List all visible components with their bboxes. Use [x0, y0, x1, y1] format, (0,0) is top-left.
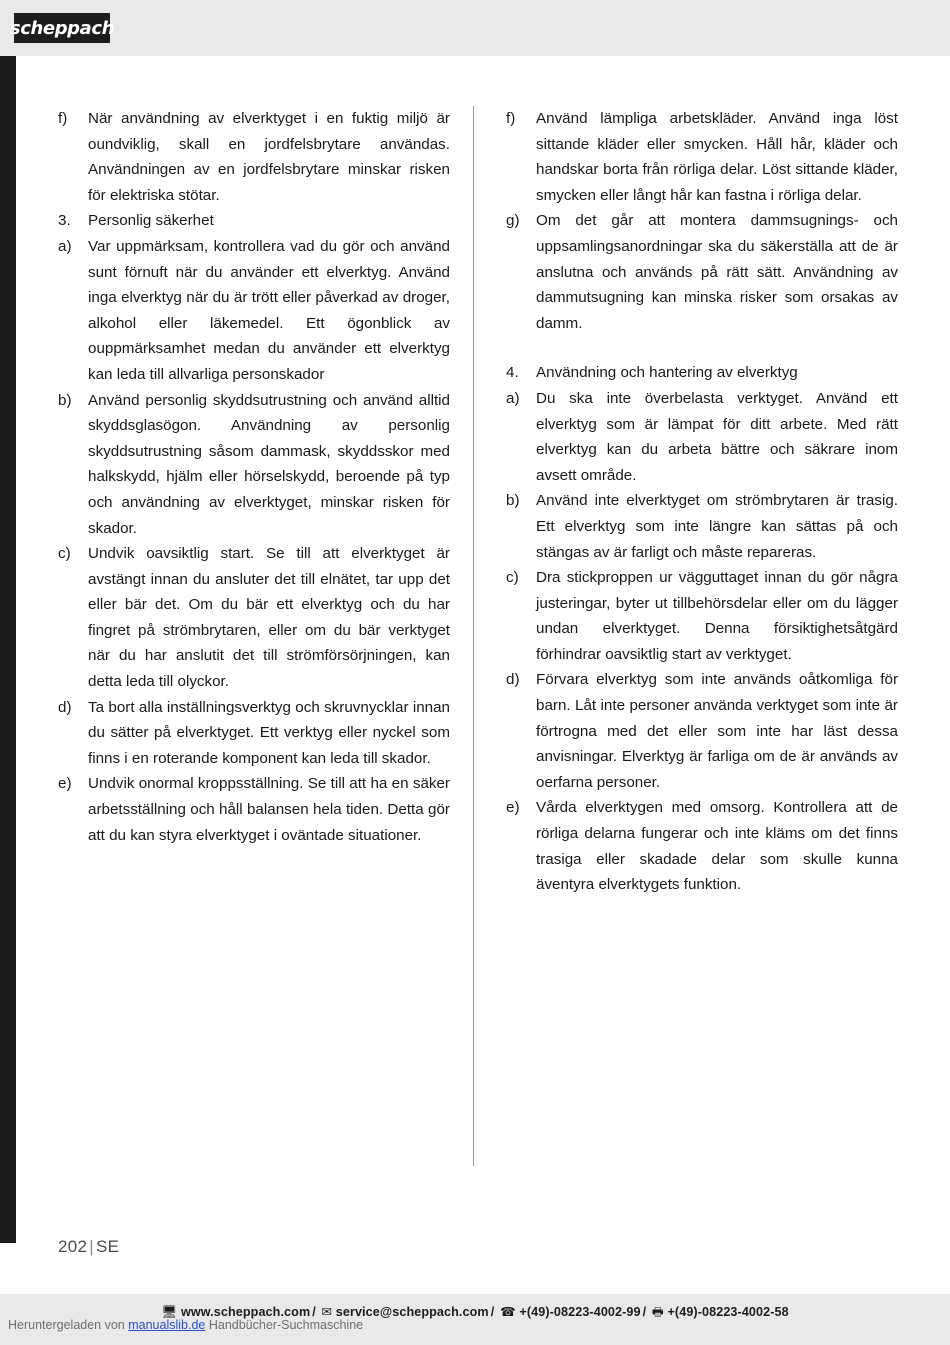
list-item: [58, 234, 450, 388]
list-item: [58, 388, 450, 542]
list-marker: b): [506, 492, 520, 510]
list-marker: e): [58, 775, 72, 793]
download-watermark: [8, 1318, 363, 1332]
list-item: [506, 208, 898, 336]
list-marker: c): [58, 545, 71, 563]
list-marker: a): [506, 389, 520, 407]
list-text: Du ska inte överbelasta verktyget. Använd ett elverktyg som är lämpat för ditt arbete. Med rätt elverktyg kan du arbeta bättre och säkrare inom avsett område.: [536, 389, 898, 484]
list-text: Använd lämpliga arbetskläder. Använd inga löst sittande kläder eller smycken. Håll hår, kläder och handskar borta från rörliga delar. Löst sittande kläder, smycken eller långt hår kan fastna i rörliga delar.: [536, 110, 898, 204]
list-text: Använd personlig skyddsutrustning och använd alltid skyddsglasögon. Användning av personlig skyddsutrustning såsom dammask, skyddsskor med halkskydd, hjälm eller hörselskydd, beroende på typ och användning av elverktyget, minskar risken för skador.: [88, 391, 450, 537]
heading-text: Personlig säkerhet: [88, 212, 214, 230]
list-item: [506, 795, 898, 897]
list-item: [58, 771, 450, 848]
list-marker: a): [58, 237, 72, 255]
list-marker: d): [506, 671, 520, 689]
list-text: Vårda elverktygen med omsorg. Kontrollera att de rörliga delarna fungerar och inte kläms om det finns trasiga eller skadade delar som skulle kunna äventyra elverktygets funktion.: [536, 799, 898, 894]
list-item: [58, 541, 450, 695]
heading-marker: 4.: [506, 364, 519, 382]
logo-text: scheppach: [9, 17, 115, 39]
list-marker: d): [58, 698, 72, 716]
footer-separator: /: [490, 1305, 495, 1319]
list-item: [506, 386, 898, 488]
section-heading: [58, 208, 450, 234]
footer-fax: +(49)-08223-4002-58: [667, 1305, 789, 1319]
mail-icon: ✉: [321, 1304, 333, 1319]
list-text: Var uppmärksam, kontrollera vad du gör och använd sunt förnuft när du använder ett elverktyg. Använd inga elverktyg när du är trött eller påverkad av droger, alkohol eller läkemedel. Ett ögonblick av ouppmärksamhet medan du använder ett elverktyg kan leda till allvarliga personskador: [88, 237, 450, 383]
right-column: [478, 106, 898, 898]
footer-email[interactable]: service@scheppach.com: [335, 1305, 489, 1319]
list-marker: g): [506, 212, 520, 230]
list-marker: b): [58, 391, 72, 409]
page-number-value: 202: [58, 1237, 88, 1256]
watermark-prefix: Heruntergeladen von: [8, 1318, 129, 1332]
page-number-separator: |: [89, 1237, 94, 1256]
page-content: [58, 106, 898, 898]
list-item: [506, 667, 898, 795]
footer-website[interactable]: www.scheppach.com: [180, 1305, 311, 1319]
list-marker: e): [506, 799, 520, 817]
list-item: [506, 488, 898, 565]
left-column: [58, 106, 478, 898]
left-black-rail: [0, 56, 16, 1243]
list-text: När användning av elverktyget i en fuktig miljö är oundviklig, skall en jordfelsbrytare användas. Användningen av en jordfelsbrytare minskar risken för elektriska stötar.: [88, 110, 450, 204]
footer-separator: /: [312, 1305, 316, 1319]
section-heading: [506, 360, 898, 386]
list-text: Ta bort alla inställningsverktyg och skruvnycklar innan du sätter på elverktyget. Ett verktyg eller nyckel som finns i en roterande komponent kan leda till skador.: [88, 698, 450, 767]
list-item: [58, 106, 450, 208]
heading-marker: 3.: [58, 212, 71, 230]
watermark-link[interactable]: manualslib.de: [128, 1318, 206, 1332]
list-text: Använd inte elverktyget om strömbrytaren är trasig. Ett elverktyg som inte längre kan sättas på och stängas av är farligt och måste repareras.: [536, 492, 898, 561]
page-language: SE: [95, 1237, 120, 1256]
list-text: Undvik onormal kroppsställning. Se till att ha en säker arbetsställning och håll balansen hela tiden. Detta gör att du kan styra elverktyget i oväntade situationer.: [88, 775, 450, 844]
list-marker: f): [506, 110, 516, 127]
footer-separator: /: [642, 1305, 647, 1319]
list-marker: f): [58, 110, 68, 127]
page-number: [58, 1237, 119, 1257]
list-text: Undvik oavsiktlig start. Se till att elverktyget är avstängt innan du ansluter det till elnätet, tar upp det eller bär det. Om du bär ett elverktyg och du har fingret på strömbrytaren, eller om du bär verktyget när du har anslutit det till strömförsörjningen, kan detta leda till olyckor.: [88, 545, 450, 691]
scheppach-logo: [9, 13, 115, 43]
list-marker: c): [506, 569, 519, 587]
paragraph-gap: [506, 336, 898, 360]
list-text: Förvara elverktyg som inte används oåtkomliga för barn. Låt inte personer använda verktyget som inte är förtrogna med det eller som inte har läst dessa anvisningar. Elverktyg är farliga om de är används av oerfarna personer.: [536, 671, 898, 791]
list-item: [506, 565, 898, 667]
footer-phone: +(49)-08223-4002-99: [519, 1305, 641, 1319]
heading-text: Användning och hantering av elverktyg: [536, 364, 798, 382]
list-item: [58, 695, 450, 772]
page-header-band: [0, 0, 950, 56]
phone-icon: ☎: [499, 1304, 516, 1319]
watermark-suffix: Handbücher-Suchmaschine: [205, 1318, 364, 1332]
globe-icon: 🖥: [161, 1304, 178, 1319]
list-item: [506, 106, 898, 208]
fax-icon: 🖶: [651, 1304, 664, 1319]
list-text: Dra stickproppen ur vägguttaget innan du gör några justeringar, byter ut tillbehörsdelar eller om du lägger undan elverktyget. Denna försiktighetsåtgärd förhindrar oavsiktlig start av verktyget.: [536, 569, 898, 663]
list-text: Om det går att montera dammsugnings- och uppsamlingsanordningar ska du säkerställa att de är anslutna och används på rätt sätt. Användning av dammutsugning kan minska risker som orsakas av damm.: [536, 212, 898, 332]
